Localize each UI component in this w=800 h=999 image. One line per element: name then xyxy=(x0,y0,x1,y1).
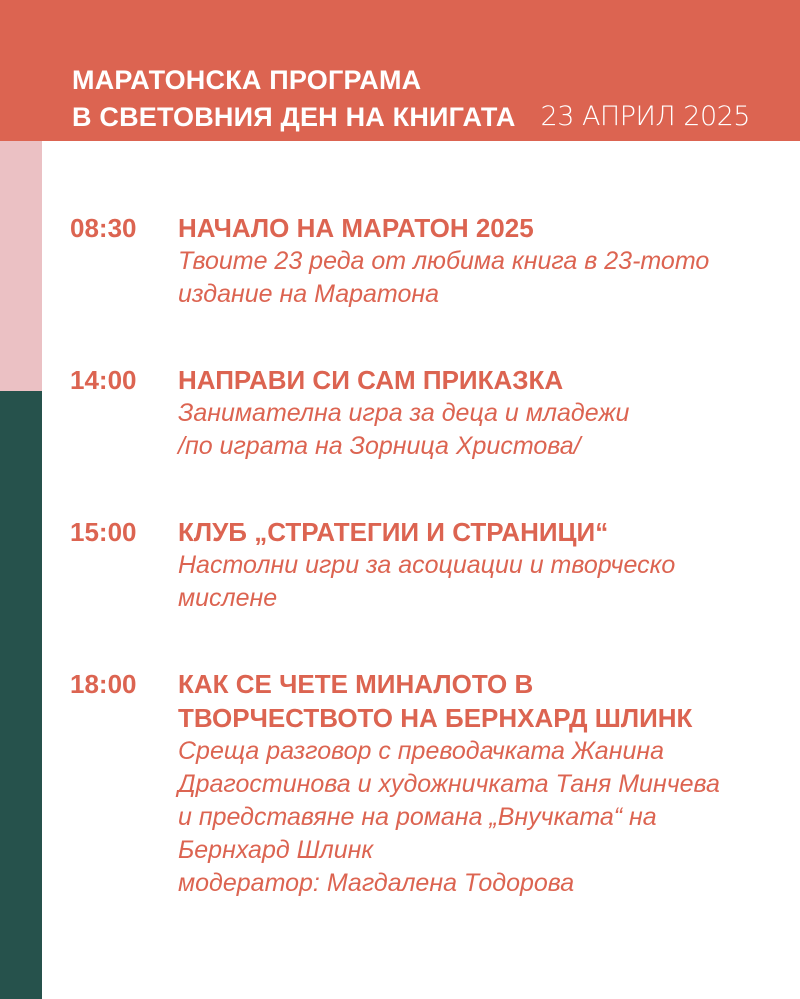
header-banner xyxy=(0,0,800,141)
event-time: 08:30 xyxy=(70,213,137,243)
event-description-line: Бернхард Шлинк xyxy=(178,836,374,864)
event-title: ТВОРЧЕСТВОТО НА БЕРНХАРД ШЛИНК xyxy=(178,703,693,733)
event-content xyxy=(178,363,778,463)
event-time: 15:00 xyxy=(70,517,137,547)
event-content xyxy=(178,515,778,615)
event-description-line: и представяне на романа „Внучката“ на xyxy=(178,803,657,831)
event-description-line: издание на Маратона xyxy=(178,280,440,308)
page-title-line-1: МАРАТОНСКА ПРОГРАМА xyxy=(72,65,422,95)
event-title: КАК СЕ ЧЕТЕ МИНАЛОТО В xyxy=(178,669,534,699)
event-description-line: Твоите 23 реда от любима книга в 23-тото xyxy=(178,247,710,275)
event-content xyxy=(178,667,778,900)
event-time: 14:00 xyxy=(70,365,137,395)
side-stripe-pink xyxy=(0,141,42,391)
side-stripe-green xyxy=(0,391,42,999)
event-description-line: /по играта на Зорница Христова/ xyxy=(178,432,581,460)
event-description-line: мислене xyxy=(178,584,278,612)
page-title xyxy=(72,62,516,136)
event-moderator: модератор: Магдалена Тодорова xyxy=(178,869,575,897)
event-description-line: Занимателна игра за деца и младежи xyxy=(178,399,630,427)
event-title: НАПРАВИ СИ САМ ПРИКАЗКА xyxy=(178,365,564,395)
event-title: КЛУБ „СТРАТЕГИИ И СТРАНИЦИ“ xyxy=(178,517,609,547)
event-description-line: Настолни игри за асоциации и творческо xyxy=(178,551,676,579)
event-description-line: Среща разговор с преводачката Жанина xyxy=(178,737,665,765)
event-content xyxy=(178,211,778,311)
event-time: 18:00 xyxy=(70,669,137,699)
event-date: 23 АПРИЛ 2025 xyxy=(540,101,750,132)
page-title-line-2: В СВЕТОВНИЯ ДЕН НА КНИГАТА xyxy=(72,102,516,132)
event-title: НАЧАЛО НА МАРАТОН 2025 xyxy=(178,213,534,243)
event-description-line: Драгостинова и художничката Таня Минчева xyxy=(178,770,720,798)
